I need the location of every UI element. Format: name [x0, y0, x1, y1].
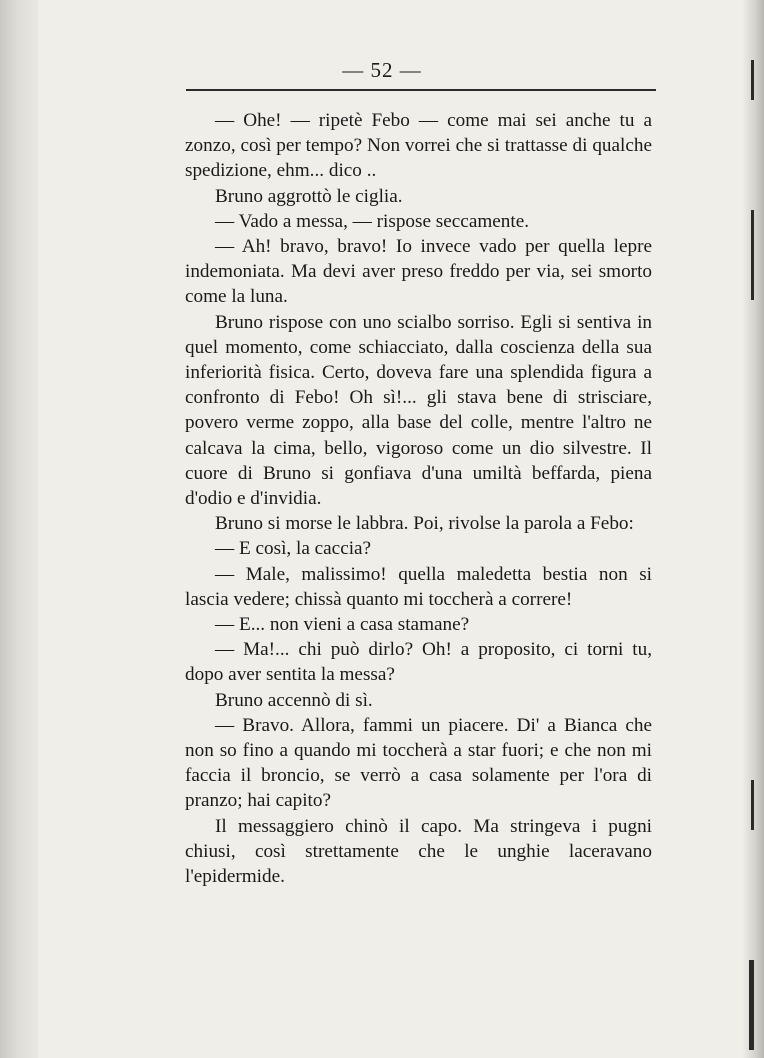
paragraph: Bruno aggrottò le ciglia. [215, 185, 403, 207]
paragraph: Bruno rispose con uno scialbo sorriso. Egli si sentiva in quel momento, come schiacciato, dalla coscienza della sua inferiorità fisica. Certo, doveva fare una splendida figura a confronto di Febo! Oh sì!... gli stava bene di strisciare, povero verme zoppo, alla base del colle, mentre l'altro ne calcava la cima, bello, vigoroso come un dio silvestre. Il cuore di Bruno si gonfiava d'una umiltà beffarda, piena d'odio e d'invidia. [185, 311, 652, 510]
paragraph: — E così, la caccia? [215, 538, 372, 560]
header-rule [186, 89, 656, 91]
paragraph: — Ah! bravo, bravo! Io invece vado per quella lepre indemoniata. Ma devi aver preso freddo per via, sei smorto come la luna. [185, 236, 652, 308]
paragraph: — Male, malissimo! quella maledetta bestia non si lascia vedere; chissà quanto mi toccherà a correre! [185, 563, 652, 610]
paragraph: Bruno si morse le labbra. Poi, rivolse la parola a Febo: [215, 513, 634, 535]
paragraph: Il messaggiero chinò il capo. Ma stringeva i pugni chiusi, così strettamente che le unghie laceravano l'epidermide. [185, 815, 652, 888]
edge-mark [751, 780, 754, 830]
paragraph: Bruno accennò di sì. [215, 689, 373, 711]
binding-gutter [0, 0, 38, 1058]
paragraph: — E... non vieni a casa stamane? [215, 614, 470, 636]
page-edge [742, 0, 764, 1058]
edge-mark [751, 210, 754, 300]
paragraph: — Vado a messa, — rispose seccamente. [215, 210, 530, 232]
edge-mark [749, 960, 754, 1050]
paragraph: — Ma!... chi può dirlo? Oh! a proposito, ci torni tu, dopo aver sentita la messa? [185, 639, 652, 686]
paragraph: — Ohe! — ripetè Febo — come mai sei anche tu a zonzo, così per tempo? Non vorrei che si trattasse di qualche spedizione, ehm... dico .. [185, 110, 652, 182]
body-text [185, 108, 652, 889]
page-number: — 52 — [342, 58, 422, 82]
paragraph: — Bravo. Allora, fammi un piacere. Di' a Bianca che non so fino a quando mi toccherà a star fuori; e che non mi faccia il broncio, se verrò a casa solamente per l'ora di pranzo; hai capito? [185, 714, 652, 812]
